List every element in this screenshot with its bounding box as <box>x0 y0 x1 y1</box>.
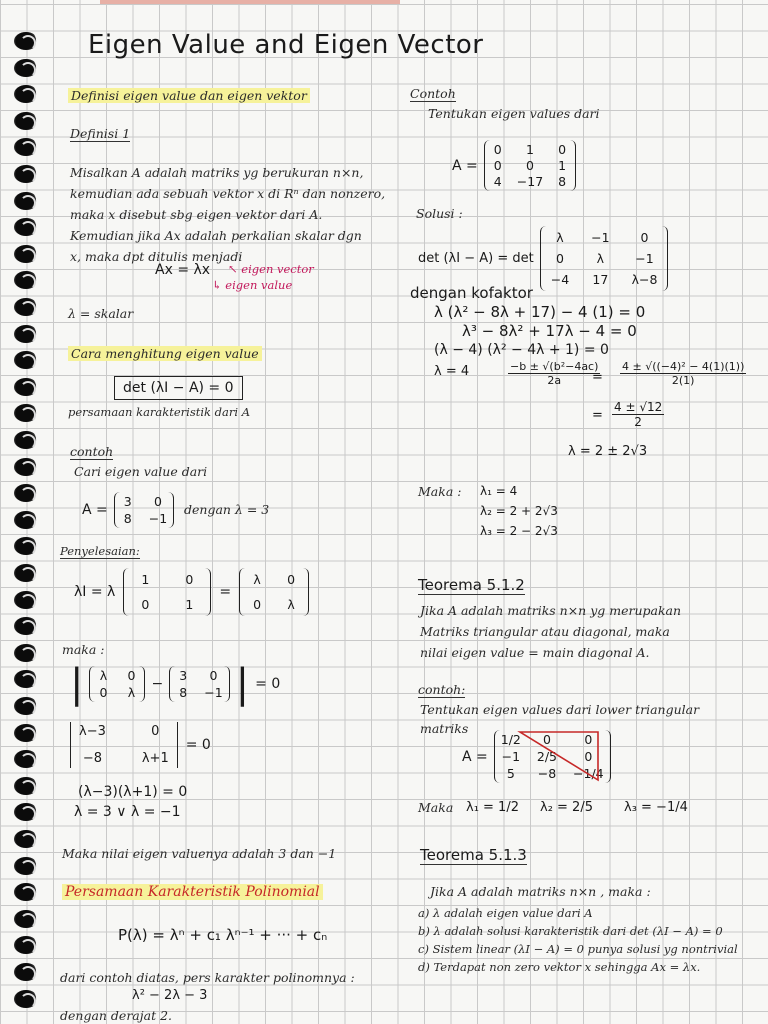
matrix-cell: −1/4 <box>573 766 604 781</box>
matrix-cell: 0 <box>493 158 502 173</box>
matrix-cell: 0 <box>287 572 296 587</box>
spiral-hole <box>14 378 38 396</box>
det-bar-left: | <box>70 661 84 707</box>
minus-sign: − <box>151 676 164 692</box>
spiral-hole <box>14 511 38 529</box>
matrix-cell: 0 <box>253 597 262 612</box>
matrix-cell: −1 <box>591 230 610 245</box>
equals-sign-3: = <box>592 408 603 423</box>
spiral-hole <box>14 750 38 768</box>
spiral-hole <box>14 670 38 688</box>
matrix-cell: 1 <box>141 572 150 587</box>
spiral-hole <box>14 883 38 901</box>
formula-denominator: 2(1) <box>671 374 695 387</box>
eigen-equation: Ax = λx <box>155 262 211 278</box>
matrix-cell: 1/2 <box>500 732 521 747</box>
theorem-item: a) λ adalah eigen value dari A <box>418 906 593 920</box>
characteristic-equation-box: det (λI − A) = 0 <box>114 376 243 400</box>
matrix-cell: 0 <box>99 685 108 700</box>
quadratic-substituted <box>620 360 746 387</box>
spiral-hole <box>14 617 38 635</box>
maka-2-label: Maka <box>418 800 454 815</box>
cofactor-step-1: λ (λ² − 8λ + 17) − 4 (1) = 0 <box>434 303 646 321</box>
matrix-label: A = <box>452 157 478 174</box>
matrix-cell: λ <box>596 251 605 266</box>
example-label: contoh <box>70 444 114 459</box>
conclusion-text: Maka nilai eigen valuenya adalah 3 dan −1 <box>62 846 337 861</box>
spiral-hole <box>14 537 38 555</box>
equals-sign: = <box>219 584 232 600</box>
polynomial-example: λ² − 2λ − 3 <box>132 988 208 1003</box>
equals-zero: = 0 <box>185 737 211 753</box>
det-bar-right: | <box>235 661 250 707</box>
equals-sign-2: = <box>592 370 603 385</box>
theorem-512-text <box>420 600 681 663</box>
matrix-cell: 0 <box>525 158 534 173</box>
maka-right-label: Maka : <box>418 484 462 499</box>
cara-heading: Cara menghitung eigen value <box>68 346 262 361</box>
spiral-hole <box>14 591 38 609</box>
polynomial-from-example: dari contoh diatas, pers karakter polinomnya : <box>60 970 355 985</box>
lambda-2: λ₂ = 2 + 2√3 <box>480 504 558 518</box>
matrix-cell: −8 <box>537 766 557 781</box>
matrix-cell: λ <box>99 668 108 683</box>
definition-line: maka x disebut sbg eigen vektor dari A. <box>70 207 323 222</box>
characteristic-equation-note: persamaan karakteristik dari A <box>68 405 251 419</box>
det-label: det (λI − A) = det <box>418 251 534 266</box>
polynomial-degree: dengan derajat 2. <box>60 1008 173 1023</box>
upper-zero-triangle-mark <box>516 728 602 784</box>
root-lambda-4: λ = 4 <box>434 364 470 379</box>
spiral-hole <box>14 936 38 954</box>
spiral-hole <box>14 325 38 343</box>
lambda-1: λ₁ = 4 <box>480 484 518 498</box>
polynomial-heading: Persamaan Karakteristik Polinomial <box>62 884 323 900</box>
factor-step: (λ−3)(λ+1) = 0 <box>78 784 188 800</box>
fraction-denominator: 2 <box>634 415 642 429</box>
matrix-cell: −1 <box>635 251 654 266</box>
matrix-cell: 0 <box>558 142 567 157</box>
prompt-line: matriks <box>420 721 469 736</box>
matrix-cell: 0 <box>141 597 150 612</box>
matrix-cell: 8 <box>179 685 188 700</box>
matrix-cell: 8 <box>558 174 567 189</box>
spiral-hole <box>14 803 38 821</box>
lambda-identity-matrix <box>239 568 309 616</box>
theorem-512-heading: Teorema 5.1.2 <box>418 576 525 594</box>
eigen-vector-note: ↖ eigen vector <box>228 262 314 276</box>
matrix-cell: 0 <box>640 230 649 245</box>
spiral-hole <box>14 59 38 77</box>
spiral-hole <box>14 218 38 236</box>
spiral-hole <box>14 857 38 875</box>
matrix-cell: λ <box>556 230 564 245</box>
matrix-A-3x3 <box>484 140 576 191</box>
spiral-hole <box>14 431 38 449</box>
spiral-hole <box>14 192 38 210</box>
eigenvalue-1: λ₁ = 1/2 <box>466 800 519 815</box>
equals-zero: = 0 <box>255 676 281 692</box>
spiral-hole <box>14 165 38 183</box>
matrix-cell: 0 <box>209 668 218 683</box>
matrix-label: A = <box>462 748 488 765</box>
spiral-hole <box>14 724 38 742</box>
matrix-cell: 5 <box>506 766 515 781</box>
definition-line: x, maka dpt ditulis menjadi <box>70 249 243 264</box>
definition-heading: Definisi eigen value dan eigen vektor <box>68 88 310 103</box>
matrix-label: A = <box>82 502 108 518</box>
matrix-cell: λ−8 <box>631 272 658 287</box>
det-matrix-3x3 <box>540 226 669 291</box>
matrix-cell: 8 <box>123 511 132 526</box>
matrix-cell: 0 <box>151 724 160 739</box>
matrix-cell: −17 <box>516 174 544 189</box>
matrix-cell: λ <box>127 685 136 700</box>
spiral-hole <box>14 404 38 422</box>
lambda-identity-step <box>74 568 309 616</box>
matrix-cell: λ−3 <box>79 724 106 739</box>
sqrt12-fraction <box>612 400 664 429</box>
matrix-cell: 1 <box>558 158 567 173</box>
example-prompt: Cari eigen value dari <box>74 464 208 479</box>
spiral-hole <box>14 830 38 848</box>
right-example-prompt: Tentukan eigen values dari <box>428 106 600 121</box>
matrix-cell: λ <box>287 597 295 612</box>
spiral-hole <box>14 32 38 50</box>
spiral-hole <box>14 777 38 795</box>
matrix-cell: 1 <box>185 597 194 612</box>
definition-line: kemudian ada sebuah vektor x di Rⁿ dan nonzero, <box>70 186 386 201</box>
spiral-hole <box>14 298 38 316</box>
matrix-cell: 0 <box>185 572 194 587</box>
spiral-hole <box>14 564 38 582</box>
theorem-line: Jika A adalah matriks n×n yg merupakan <box>420 603 682 618</box>
matrix-cell: −1 <box>148 511 168 526</box>
lambda-identity-left: λI = λ <box>74 584 116 600</box>
theorem-line: Matriks triangular atau diagonal, maka <box>420 624 670 639</box>
eigen-value-note: ↳ eigen value <box>212 278 293 292</box>
maka-label: maka : <box>62 642 105 657</box>
theorem-513-intro: Jika A adalah matriks n×n , maka : <box>430 884 651 899</box>
spiral-hole <box>14 484 38 502</box>
spiral-hole <box>14 644 38 662</box>
theorem-513-heading: Teorema 5.1.3 <box>420 846 527 864</box>
determinant-step-2 <box>70 722 211 768</box>
page-title: Eigen Value and Eigen Vector <box>88 30 484 60</box>
matrix-cell: 3 <box>179 668 188 683</box>
eigenvalue-3: λ₃ = −1/4 <box>624 800 688 815</box>
right-example-label: Contoh <box>410 86 456 101</box>
definition-1-text <box>70 162 385 267</box>
lambda-given: dengan λ = 3 <box>184 502 270 517</box>
matrix-cell: 4 <box>493 174 502 189</box>
solution-label: Penyelesaian: <box>60 544 140 558</box>
spiral-hole <box>14 245 38 263</box>
matrix-cell: −4 <box>550 272 570 287</box>
matrix-cell: 1 <box>525 142 534 157</box>
matrix-cell: 0 <box>584 732 593 747</box>
page-top-edge <box>100 0 400 4</box>
matrix-cell: 0 <box>542 732 551 747</box>
formula-numerator: −b ± √(b²−4ac) <box>510 360 599 373</box>
matrix-cell: 0 <box>127 668 136 683</box>
lambda-scalar-note: λ = skalar <box>68 306 134 321</box>
matrix-cell: 3 <box>123 494 132 509</box>
roots-step: λ = 3 ∨ λ = −1 <box>74 804 181 820</box>
spiral-hole <box>14 697 38 715</box>
formula-numerator: 4 ± √((−4)² − 4(1)(1)) <box>622 360 745 373</box>
example-matrix-A <box>82 492 174 528</box>
matrix-cell: −1 <box>501 749 521 764</box>
definition-line: Misalkan A adalah matriks yg berukuran n×n, <box>70 165 364 180</box>
matrix-cell: 0 <box>493 142 502 157</box>
lambda-3: λ₃ = 2 − 2√3 <box>480 524 558 538</box>
quadratic-formula <box>508 360 600 387</box>
spiral-hole <box>14 271 38 289</box>
root-result: λ = 2 ± 2√3 <box>568 444 648 459</box>
formula-denominator: 2a <box>547 374 562 387</box>
matrix-cell: λ <box>253 572 261 587</box>
prompt-line: Tentukan eigen values dari lower triangular <box>420 702 700 717</box>
eigenvalue-2: λ₂ = 2/5 <box>540 800 593 815</box>
spiral-hole <box>14 112 38 130</box>
matrix-cell: 0 <box>154 494 162 509</box>
polynomial-equation: P(λ) = λⁿ + c₁ λⁿ⁻¹ + ··· + cₙ <box>118 926 328 944</box>
solution-label-right: Solusi : <box>416 206 463 221</box>
cofactor-step-2: λ³ − 8λ² + 17λ − 4 = 0 <box>462 322 637 340</box>
definition-1-label: Definisi 1 <box>70 126 131 141</box>
spiral-hole <box>14 990 38 1008</box>
right-matrix-A <box>452 140 576 191</box>
spiral-hole <box>14 458 38 476</box>
spiral-hole <box>14 963 38 981</box>
spiral-hole <box>14 910 38 928</box>
matrix-cell: λ+1 <box>141 751 169 766</box>
lambda-matrix <box>89 666 145 702</box>
matrix-cell: 0 <box>584 749 593 764</box>
spiral-hole <box>14 351 38 369</box>
theorem-line: nilai eigen value = main diagonal A. <box>420 645 650 660</box>
theorem-item: c) Sistem linear (λI − A) = 0 punya solusi yg nontrivial <box>418 942 738 956</box>
spiral-hole <box>14 85 38 103</box>
matrix-cell: 2/5 <box>536 749 558 764</box>
example-2-label: contoh: <box>418 682 466 697</box>
spiral-hole <box>14 138 38 156</box>
identity-matrix <box>123 568 211 616</box>
matrix-cell: 0 <box>555 251 564 266</box>
cofactor-step-3: (λ − 4) (λ² − 4λ + 1) = 0 <box>434 342 609 358</box>
matrix-cell: −8 <box>82 751 103 766</box>
fraction-numerator: 4 ± √12 <box>614 400 663 414</box>
theorem-item: d) Terdapat non zero vektor x sehingga Ax = λx. <box>418 960 701 974</box>
determinant-step-1 <box>70 661 281 707</box>
definition-line: Kemudian jika Ax adalah perkalian skalar dgn <box>70 228 362 243</box>
right-determinant <box>418 226 668 291</box>
matrix-cell: −1 <box>204 685 223 700</box>
matrix-cell: 17 <box>592 272 609 287</box>
cofactor-heading: dengan kofaktor <box>410 284 533 302</box>
theorem-513-list <box>418 904 738 976</box>
matrix-A-copy <box>169 666 229 702</box>
theorem-item: b) λ adalah solusi karakteristik dari det (λI − A) = 0 <box>418 924 723 938</box>
determinant-matrix <box>70 722 178 768</box>
matrix-A <box>114 492 174 528</box>
